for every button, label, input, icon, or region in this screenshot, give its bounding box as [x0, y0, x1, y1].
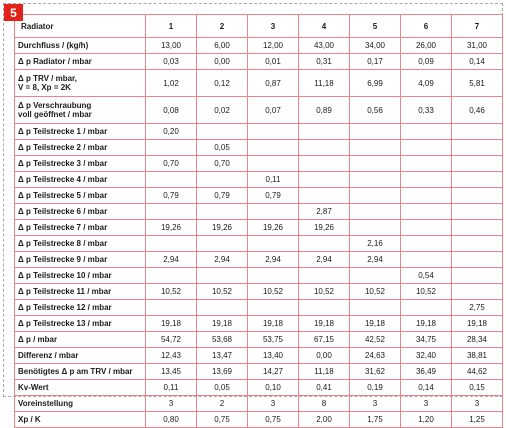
table-row	[15, 284, 503, 300]
cell-value	[248, 124, 299, 140]
row-label-line: Xp / K	[18, 415, 41, 424]
row-label	[15, 348, 146, 364]
table-row	[15, 172, 503, 188]
cell-value	[350, 268, 401, 284]
cell-value: 0,19	[350, 380, 401, 396]
table-row	[15, 348, 503, 364]
cell-value: 0,11	[248, 172, 299, 188]
cell-value: 0,75	[248, 412, 299, 428]
cell-value: 14,27	[248, 364, 299, 380]
cell-value: 0,07	[248, 97, 299, 124]
cell-value: 10,52	[248, 284, 299, 300]
cell-value: 10,52	[146, 284, 197, 300]
table-row	[15, 252, 503, 268]
row-label	[15, 252, 146, 268]
cell-value	[401, 156, 452, 172]
table-row	[15, 412, 503, 428]
cell-value	[248, 300, 299, 316]
cell-value: 10,52	[197, 284, 248, 300]
cell-value: 2,75	[452, 300, 503, 316]
cell-value: 0,09	[401, 54, 452, 70]
cell-value: 19,18	[299, 316, 350, 332]
cell-value: 31,62	[350, 364, 401, 380]
cell-value	[350, 188, 401, 204]
pressure-loss-table	[14, 14, 503, 428]
table-row	[15, 188, 503, 204]
cell-value: 32,40	[401, 348, 452, 364]
cell-value	[146, 172, 197, 188]
cell-value: 19,18	[401, 316, 452, 332]
cell-value: 19,18	[350, 316, 401, 332]
cell-value	[197, 236, 248, 252]
cell-value: 0,54	[401, 268, 452, 284]
cell-value: 19,18	[452, 316, 503, 332]
cell-value: 2,16	[350, 236, 401, 252]
table-row	[15, 396, 503, 412]
table-row	[15, 54, 503, 70]
figure-number-badge: 5	[4, 4, 23, 21]
cell-value	[350, 204, 401, 220]
cell-value: 0,20	[146, 124, 197, 140]
row-label-line: Δ p Teilstrecke 6 / mbar	[18, 207, 108, 216]
header-col-5: 5	[350, 15, 401, 38]
row-label-line: Δ p Teilstrecke 5 / mbar	[18, 191, 108, 200]
cell-value: 26,00	[401, 38, 452, 54]
cell-value	[452, 156, 503, 172]
cell-value: 13,45	[146, 364, 197, 380]
cell-value: 0,17	[350, 54, 401, 70]
cell-value: 2,94	[146, 252, 197, 268]
cell-value: 0,89	[299, 97, 350, 124]
cell-value: 1,25	[452, 412, 503, 428]
table-row	[15, 124, 503, 140]
table-row	[15, 220, 503, 236]
row-label-line: Δ p Teilstrecke 1 / mbar	[18, 127, 108, 136]
cell-value	[452, 188, 503, 204]
row-label	[15, 268, 146, 284]
row-label	[15, 204, 146, 220]
header-col-3: 3	[248, 15, 299, 38]
table-row	[15, 332, 503, 348]
cell-value: 19,26	[197, 220, 248, 236]
cell-value: 19,26	[299, 220, 350, 236]
cell-value: 19,18	[146, 316, 197, 332]
cell-value: 0,79	[146, 188, 197, 204]
cell-value: 13,69	[197, 364, 248, 380]
cell-value	[299, 188, 350, 204]
row-label	[15, 412, 146, 428]
cell-value: 5,81	[452, 70, 503, 97]
cell-value: 34,75	[401, 332, 452, 348]
table-row	[15, 97, 503, 124]
cell-value: 1,75	[350, 412, 401, 428]
row-label-line: Δ p Teilstrecke 3 / mbar	[18, 159, 108, 168]
table-row	[15, 236, 503, 252]
cell-value: 3	[401, 396, 452, 412]
table-row	[15, 156, 503, 172]
cell-value	[350, 156, 401, 172]
row-label	[15, 140, 146, 156]
row-label-line: Voreinstellung	[18, 399, 73, 408]
cell-value: 19,26	[248, 220, 299, 236]
row-label-line: Δ p Radiator / mbar	[18, 57, 92, 66]
cell-value: 42,52	[350, 332, 401, 348]
cell-value: 36,49	[401, 364, 452, 380]
cell-value: 0,70	[197, 156, 248, 172]
header-col-7: 7	[452, 15, 503, 38]
table-row	[15, 204, 503, 220]
cell-value: 11,18	[299, 70, 350, 97]
table-row	[15, 364, 503, 380]
cell-value	[452, 172, 503, 188]
cell-value	[452, 220, 503, 236]
cell-value	[299, 172, 350, 188]
row-label-line: Δ p Teilstrecke 9 / mbar	[18, 255, 108, 264]
cell-value	[452, 124, 503, 140]
cell-value	[401, 172, 452, 188]
cell-value	[350, 172, 401, 188]
cell-value: 19,18	[248, 316, 299, 332]
cell-value: 2,94	[248, 252, 299, 268]
cell-value: 0,79	[197, 188, 248, 204]
cell-value: 0,05	[197, 380, 248, 396]
cell-value: 54,72	[146, 332, 197, 348]
cell-value: 3	[350, 396, 401, 412]
cell-value: 38,81	[452, 348, 503, 364]
row-label-line: Δ p TRV / mbar,	[18, 74, 77, 83]
header-col-6: 6	[401, 15, 452, 38]
cell-value: 19,26	[146, 220, 197, 236]
row-label	[15, 380, 146, 396]
row-label	[15, 300, 146, 316]
row-label-line: Δ p Teilstrecke 12 / mbar	[18, 303, 112, 312]
cell-value: 13,00	[146, 38, 197, 54]
cell-value	[197, 300, 248, 316]
row-label-line: Δ p Teilstrecke 8 / mbar	[18, 239, 108, 248]
header-row	[15, 15, 503, 38]
cell-value	[452, 284, 503, 300]
row-label-line: Δ p Teilstrecke 4 / mbar	[18, 175, 108, 184]
row-label	[15, 364, 146, 380]
cell-value: 0,31	[299, 54, 350, 70]
cell-value: 0,08	[146, 97, 197, 124]
header-label: Radiator	[15, 15, 146, 38]
cell-value	[452, 252, 503, 268]
row-label-line: Kv-Wert	[18, 383, 49, 392]
table-row	[15, 140, 503, 156]
cell-value: 34,00	[350, 38, 401, 54]
table-body	[15, 38, 503, 428]
cell-value	[401, 220, 452, 236]
cell-value: 0,05	[197, 140, 248, 156]
cell-value	[146, 204, 197, 220]
cell-value	[350, 124, 401, 140]
cell-value	[146, 300, 197, 316]
row-label	[15, 284, 146, 300]
cell-value	[452, 204, 503, 220]
table-row	[15, 300, 503, 316]
cell-value: 3	[248, 396, 299, 412]
cell-value	[146, 236, 197, 252]
cell-value: 2,94	[197, 252, 248, 268]
cell-value: 0,11	[146, 380, 197, 396]
cell-value	[146, 268, 197, 284]
cell-value: 53,68	[197, 332, 248, 348]
table-row	[15, 70, 503, 97]
row-label	[15, 332, 146, 348]
row-label	[15, 172, 146, 188]
row-label-line: Benötigtes Δ p am TRV / mbar	[18, 367, 133, 376]
cell-value: 2	[197, 396, 248, 412]
cell-value: 0,14	[401, 380, 452, 396]
cell-value	[248, 268, 299, 284]
row-label	[15, 97, 146, 124]
cell-value: 0,12	[197, 70, 248, 97]
cell-value: 3	[146, 396, 197, 412]
cell-value	[350, 300, 401, 316]
cell-value: 67,15	[299, 332, 350, 348]
cell-value: 0,79	[248, 188, 299, 204]
cell-value: 4,09	[401, 70, 452, 97]
cell-value: 0,01	[248, 54, 299, 70]
cell-value: 10,52	[350, 284, 401, 300]
cell-value	[299, 156, 350, 172]
cell-value	[299, 268, 350, 284]
cell-value: 11,18	[299, 364, 350, 380]
cell-value	[452, 268, 503, 284]
cell-value: 13,47	[197, 348, 248, 364]
table-row	[15, 316, 503, 332]
cell-value: 0,33	[401, 97, 452, 124]
cell-value	[401, 300, 452, 316]
cell-value: 0,46	[452, 97, 503, 124]
cell-value: 44,62	[452, 364, 503, 380]
row-label	[15, 70, 146, 97]
cell-value: 2,00	[299, 412, 350, 428]
row-label	[15, 220, 146, 236]
cell-value	[401, 140, 452, 156]
cell-value	[299, 124, 350, 140]
cell-value: 12,43	[146, 348, 197, 364]
row-label-line: Δ p Teilstrecke 13 / mbar	[18, 319, 112, 328]
cell-value: 13,40	[248, 348, 299, 364]
cell-value: 0,02	[197, 97, 248, 124]
cell-value	[401, 236, 452, 252]
cell-value: 1,02	[146, 70, 197, 97]
cell-value	[401, 252, 452, 268]
row-label-line: Δ p Teilstrecke 2 / mbar	[18, 143, 108, 152]
cell-value: 0,56	[350, 97, 401, 124]
cell-value	[452, 236, 503, 252]
cell-value	[146, 140, 197, 156]
cell-value: 24,63	[350, 348, 401, 364]
cell-value: 2,87	[299, 204, 350, 220]
cell-value	[299, 300, 350, 316]
row-label	[15, 188, 146, 204]
cell-value: 0,03	[146, 54, 197, 70]
row-label-line: Δ p Teilstrecke 11 / mbar	[18, 287, 112, 296]
cell-value: 3	[452, 396, 503, 412]
cell-value: 53,75	[248, 332, 299, 348]
row-label	[15, 236, 146, 252]
row-label	[15, 54, 146, 70]
cell-value: 8	[299, 396, 350, 412]
cell-value: 2,94	[350, 252, 401, 268]
row-label-line: voll geöffnet / mbar	[18, 110, 92, 119]
cell-value: 12,00	[248, 38, 299, 54]
cell-value: 43,00	[299, 38, 350, 54]
cell-value: 0,15	[452, 380, 503, 396]
cell-value	[350, 140, 401, 156]
row-label-line: Differenz / mbar	[18, 351, 79, 360]
cell-value	[299, 236, 350, 252]
cell-value	[401, 124, 452, 140]
cell-value	[197, 204, 248, 220]
table-row	[15, 268, 503, 284]
cell-value	[401, 204, 452, 220]
cell-value: 0,70	[146, 156, 197, 172]
cell-value	[401, 188, 452, 204]
cell-value	[350, 220, 401, 236]
cell-value: 0,87	[248, 70, 299, 97]
header-col-2: 2	[197, 15, 248, 38]
row-label	[15, 396, 146, 412]
row-label-line: Δ p Teilstrecke 7 / mbar	[18, 223, 108, 232]
cell-value: 1,20	[401, 412, 452, 428]
header-col-1: 1	[146, 15, 197, 38]
cell-value: 19,18	[197, 316, 248, 332]
cell-value	[248, 156, 299, 172]
table-row	[15, 38, 503, 54]
cell-value	[452, 140, 503, 156]
row-label-line: V = 8, Xp = 2K	[18, 83, 71, 92]
row-label	[15, 124, 146, 140]
cell-value: 6,00	[197, 38, 248, 54]
cell-value: 10,52	[401, 284, 452, 300]
cell-value: 0,10	[248, 380, 299, 396]
header-col-4: 4	[299, 15, 350, 38]
cell-value: 0,41	[299, 380, 350, 396]
cell-value: 2,94	[299, 252, 350, 268]
row-label-line: Δ p Teilstrecke 10 / mbar	[18, 271, 112, 280]
table-row	[15, 380, 503, 396]
cell-value: 0,00	[299, 348, 350, 364]
cell-value	[197, 268, 248, 284]
cell-value	[248, 140, 299, 156]
cell-value	[197, 124, 248, 140]
cell-value	[197, 172, 248, 188]
row-label-line: Δ p / mbar	[18, 335, 58, 344]
cell-value	[248, 236, 299, 252]
row-label-line: Durchfluss / (kg/h)	[18, 41, 89, 50]
cell-value: 10,52	[299, 284, 350, 300]
cell-value: 28,34	[452, 332, 503, 348]
cell-value: 0,75	[197, 412, 248, 428]
cell-value: 0,00	[197, 54, 248, 70]
cell-value: 6,99	[350, 70, 401, 97]
cell-value	[299, 140, 350, 156]
row-label-line: Δ p Verschraubung	[18, 101, 92, 110]
cell-value: 0,80	[146, 412, 197, 428]
cell-value: 0,14	[452, 54, 503, 70]
cell-value	[248, 204, 299, 220]
row-label	[15, 316, 146, 332]
row-label	[15, 156, 146, 172]
cell-value: 31,00	[452, 38, 503, 54]
row-label	[15, 38, 146, 54]
